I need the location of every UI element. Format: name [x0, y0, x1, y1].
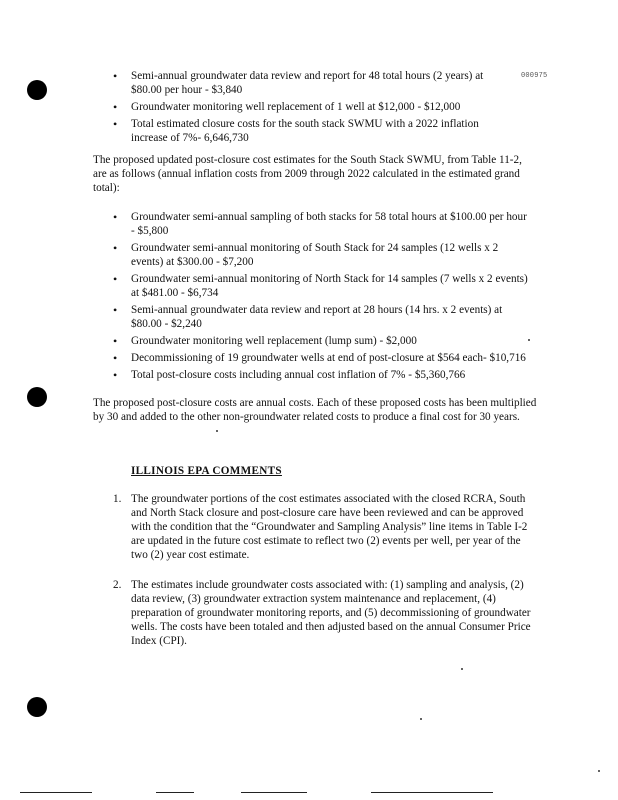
list-item: • Groundwater semi-annual sampling of both stacks for 58 total hours at $100.00 per hour - $5,800 [113, 210, 533, 238]
punch-hole-bottom [27, 697, 47, 717]
scan-speck [216, 430, 218, 432]
post-closure-intro-paragraph: The proposed updated post-closure cost estimates for the South Stack SWMU, from Table 11-2, are as follows (annual inflation costs from 2009 through 2022 calculated in the estimated grand total): [93, 154, 522, 194]
comment-text: The estimates include groundwater costs associated with: (1) sampling and analysis, (2) data review, (3) groundwater extraction system maintenance and replacement, (4) preparation of groundwater monitoring reports, and (5) decommissioning of groundwater wells. The costs have been totaled and then adjusted based on the annual Consumer Price Index (CPI). [131, 579, 531, 647]
punch-hole-middle [27, 387, 47, 407]
comment-text: The groundwater portions of the cost estimates associated with the closed RCRA, South and North Stack closure and post-closure care have been reviewed and can be approved with the condition that the “Groundwater and Sampling Analysis” line items in Table I-2 are updated in the future cost estimate to reflect two (2) events per well, per year of the two (2) year cost estimate. [131, 493, 528, 561]
annual-costs-paragraph: The proposed post-closure costs are annual costs. Each of these proposed costs has been multiplied by 30 and added to the other non-groundwater related costs to produce a final cost for 30 years. [93, 397, 537, 423]
section-heading: ILLINOIS EPA COMMENTS [131, 465, 282, 477]
list-item: • Semi-annual groundwater data review and report at 28 hours (14 hrs. x 2 events) at $80.00 - $2,240 [113, 303, 533, 331]
list-item: • Groundwater monitoring well replacement (lump sum) - $2,000 [113, 334, 533, 348]
list-item: • Total post-closure costs including annual cost inflation of 7% - $5,360,766 [113, 368, 533, 382]
list-item: • Semi-annual groundwater data review and report for 48 total hours (2 years) at $80.00 per hour - $3,840 [113, 69, 511, 97]
document-number-stamp: 000975 [521, 72, 548, 80]
epa-comments-list [113, 492, 533, 664]
list-item: • Groundwater semi-annual monitoring of South Stack for 24 samples (12 wells x 2 events) at $300.00 - $7,200 [113, 241, 533, 269]
list-item: • Groundwater monitoring well replacement of 1 well at $12,000 - $12,000 [113, 100, 511, 114]
scan-speck [420, 718, 422, 720]
comment-item [113, 492, 533, 562]
scan-speck [461, 668, 463, 670]
list-item: • Decommissioning of 19 groundwater wells at end of post-closure at $564 each- $10,716 [113, 351, 533, 365]
punch-hole-top [27, 80, 47, 100]
list-item: • Groundwater semi-annual monitoring of North Stack for 14 samples (7 wells x 2 events) at $481.00 - $6,734 [113, 272, 533, 300]
comment-number: 1. [113, 493, 122, 505]
comment-number: 2. [113, 579, 122, 591]
footer-rule [241, 792, 307, 793]
list-item: • Total estimated closure costs for the south stack SWMU with a 2022 inflation increase of 7%- 6,646,730 [113, 117, 511, 145]
footer-rule [371, 792, 493, 793]
scan-speck [528, 339, 530, 341]
post-closure-cost-bullets [113, 210, 533, 385]
closure-cost-bullets [113, 69, 511, 148]
comment-item [113, 578, 533, 648]
footer-rule [20, 792, 92, 793]
scan-speck [598, 770, 600, 772]
footer-rule [156, 792, 194, 793]
